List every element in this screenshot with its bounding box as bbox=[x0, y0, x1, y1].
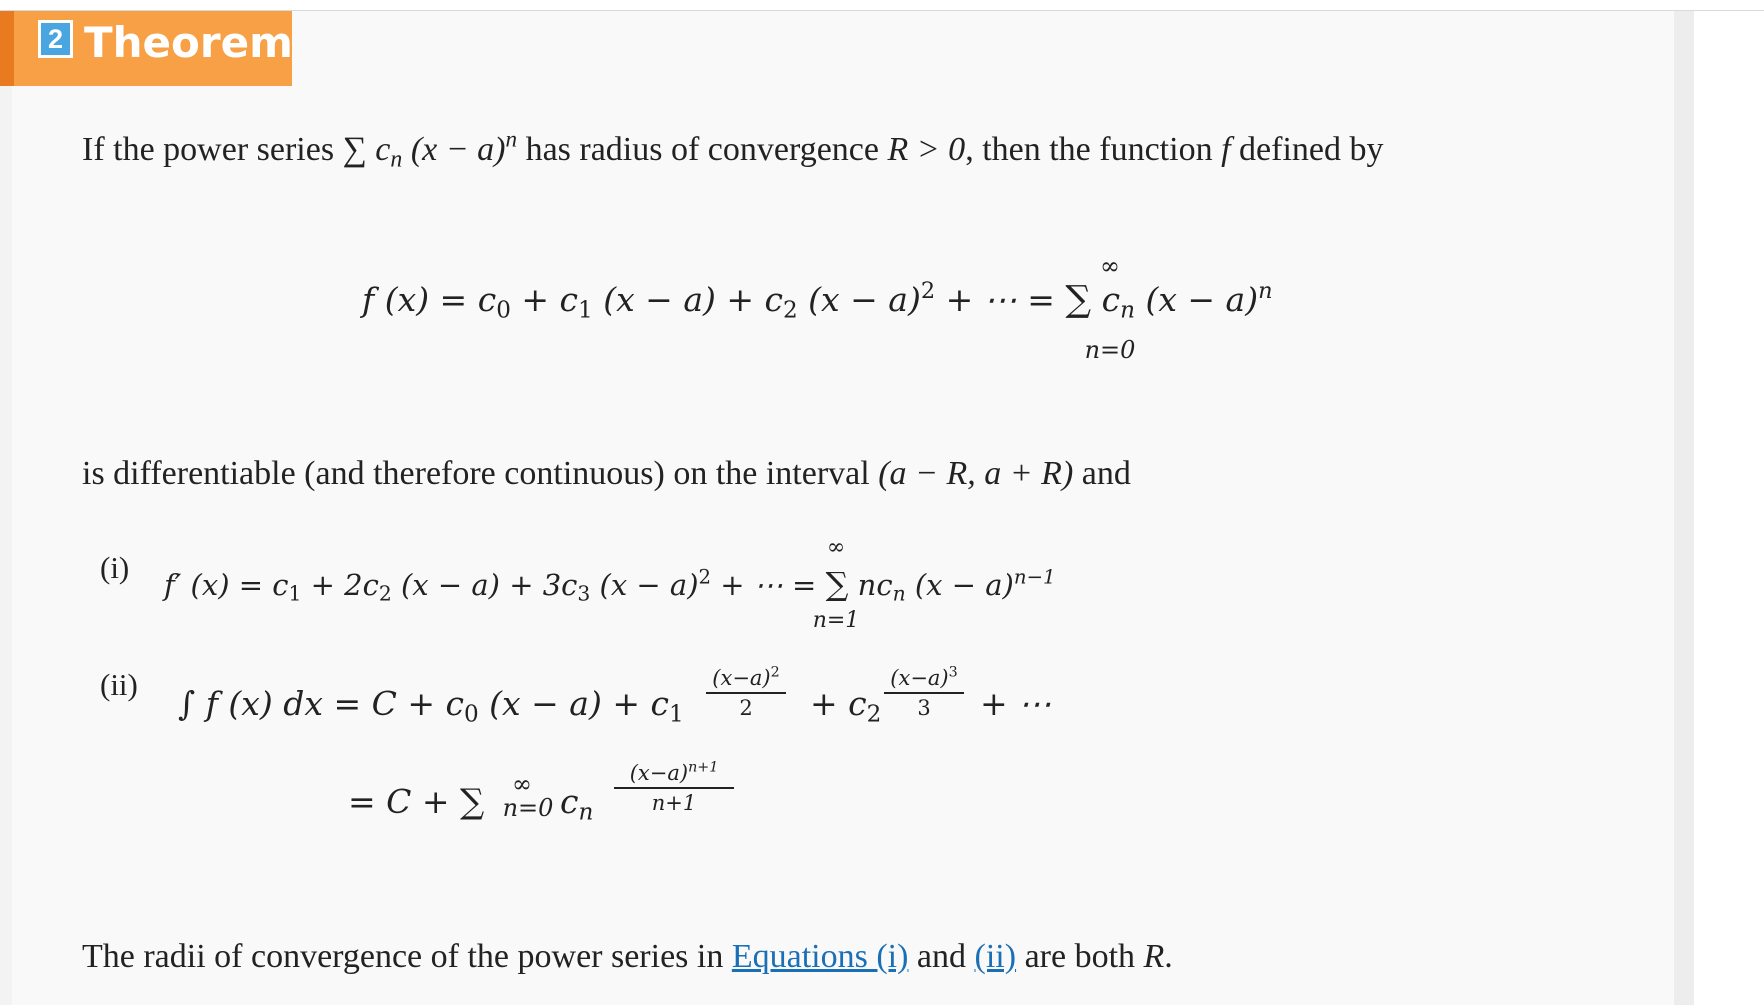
item-i-exp2: 2 bbox=[698, 565, 712, 589]
item-ii-c2-sub: 2 bbox=[866, 701, 882, 728]
item-i-part5: nc bbox=[848, 568, 893, 602]
intro-paragraph bbox=[82, 128, 1383, 172]
item-ii-frac1-numerator bbox=[706, 666, 786, 694]
item-ii-equation-right: + ⋯ bbox=[980, 684, 1052, 723]
item-ii-line2-lhs: = C + bbox=[348, 782, 461, 821]
item-i-equation bbox=[164, 562, 1056, 607]
conclusion-symbol: R bbox=[1143, 938, 1165, 975]
theorem-title: Theorem bbox=[84, 18, 293, 67]
item-i-part1: + 2c bbox=[301, 568, 379, 602]
item-ii-line2-cn-text: c bbox=[560, 782, 579, 821]
conclusion-period: . bbox=[1164, 938, 1173, 975]
item-ii-integral: ∫ bbox=[178, 684, 196, 723]
item-i-part6: (x − a) bbox=[905, 568, 1014, 602]
item-ii-lhs: f (x) dx = C + c bbox=[195, 684, 464, 723]
item-ii-frac1-num-exp: 2 bbox=[770, 664, 780, 681]
item-ii-frac3-num-text: (x−a) bbox=[629, 761, 689, 785]
item-i-lhs: f′ (x) = c bbox=[164, 568, 289, 602]
item-ii-line2-sigma: ∑ bbox=[460, 782, 485, 822]
item-ii-line2-lower: n=0 bbox=[502, 794, 554, 822]
main-eq-part1: + c bbox=[510, 280, 579, 319]
item-ii-frac1-denominator: 2 bbox=[739, 696, 753, 720]
main-eq-part5: c bbox=[1091, 280, 1121, 319]
item-ii-line2-upper: ∞ bbox=[512, 770, 532, 798]
item-i-part4: + ⋯ = bbox=[711, 568, 826, 602]
conclusion-text-before: The radii of convergence of the power series in bbox=[82, 938, 732, 975]
item-ii-label: (ii) bbox=[100, 667, 138, 702]
item-i-c3-sub: 3 bbox=[577, 581, 591, 606]
intro-series-sub: n bbox=[390, 146, 403, 173]
item-i-c2-sub: 2 bbox=[378, 581, 392, 606]
middle-paragraph bbox=[82, 452, 1131, 496]
main-eq-sigma: ∑ bbox=[1065, 279, 1092, 320]
intro-text-before: If the power series bbox=[82, 131, 343, 168]
item-ii-frac2-num-exp: 3 bbox=[948, 664, 958, 681]
intro-series-exp: n bbox=[505, 126, 518, 153]
conclusion-text-after: are both bbox=[1016, 938, 1144, 975]
item-ii-frac2-denominator: 3 bbox=[917, 696, 931, 720]
intro-text-mid: has radius of convergence bbox=[517, 131, 888, 168]
intro-series-sum: ∑ c bbox=[342, 131, 391, 168]
item-ii-frac3-numerator bbox=[614, 761, 734, 789]
main-eq-expn: n bbox=[1258, 278, 1273, 304]
item-i-sum-lower: n=1 bbox=[812, 608, 860, 633]
item-ii-frac3-num-exp: n+1 bbox=[688, 759, 719, 776]
middle-text-before: is differentiable (and therefore continuous) on the interval bbox=[82, 455, 879, 492]
item-ii-c0-sub: 0 bbox=[463, 701, 479, 728]
item-ii-fraction-2 bbox=[884, 666, 964, 720]
item-i-exp: n−1 bbox=[1013, 565, 1056, 589]
main-eq-c0-sub: 0 bbox=[496, 297, 511, 324]
main-eq-c2-sub: 2 bbox=[782, 297, 798, 324]
item-i-cn-sub: n bbox=[892, 581, 906, 606]
right-rail bbox=[1674, 11, 1694, 1005]
intro-series bbox=[342, 126, 518, 173]
item-i-sum-upper: ∞ bbox=[826, 535, 846, 560]
main-eq-sum-upper: ∞ bbox=[1100, 252, 1120, 280]
item-ii-frac1-num-text: (x−a) bbox=[712, 666, 771, 690]
middle-text-after: and bbox=[1073, 455, 1131, 492]
intro-function-name: f bbox=[1221, 131, 1231, 168]
main-eq-exp2: 2 bbox=[920, 278, 936, 304]
item-i-label: (i) bbox=[100, 550, 130, 585]
main-eq-part6: (x − a) bbox=[1134, 280, 1259, 319]
intro-condition: R > 0 bbox=[887, 131, 966, 168]
item-ii-line2 bbox=[348, 780, 484, 824]
item-i-part2: (x − a) + 3c bbox=[391, 568, 578, 602]
main-eq-part3: (x − a) bbox=[797, 280, 921, 319]
left-gutter bbox=[0, 11, 12, 1005]
item-ii-part2: + c bbox=[810, 684, 867, 723]
main-eq-cn-sub: n bbox=[1120, 297, 1135, 324]
header-accent-strip bbox=[0, 11, 14, 86]
item-ii-line2-cn bbox=[560, 780, 593, 824]
item-ii-part1: (x − a) + c bbox=[478, 684, 669, 723]
main-eq-lhs: f (x) = c bbox=[362, 280, 497, 319]
conclusion-text-mid: and bbox=[908, 938, 975, 975]
item-ii-c1-sub: 1 bbox=[668, 701, 684, 728]
item-i-sigma: ∑ bbox=[825, 565, 849, 603]
intro-series-rest: (x − a) bbox=[402, 131, 506, 168]
item-ii-frac2-num-text: (x−a) bbox=[890, 666, 949, 690]
item-ii-line2-cn-sub: n bbox=[578, 799, 594, 826]
intro-text-end: defined by bbox=[1230, 131, 1384, 168]
conclusion-paragraph bbox=[82, 935, 1173, 979]
main-equation bbox=[362, 278, 1273, 322]
main-eq-part2: (x − a) + c bbox=[592, 280, 783, 319]
main-eq-sum-lower: n=0 bbox=[1084, 336, 1136, 364]
item-ii-frac3-denominator: n+1 bbox=[651, 791, 697, 815]
middle-interval: (a − R, a + R) bbox=[878, 455, 1074, 492]
item-i-c1-sub: 1 bbox=[288, 581, 302, 606]
item-ii-equation-mid bbox=[810, 682, 881, 726]
equation-ii-link[interactable]: (ii) bbox=[974, 938, 1017, 975]
main-eq-part4: + ⋯ = bbox=[935, 280, 1066, 319]
item-ii-equation-left bbox=[178, 682, 684, 726]
equation-i-link[interactable]: Equations (i) bbox=[731, 938, 909, 975]
main-eq-c1-sub: 1 bbox=[578, 297, 593, 324]
intro-text-after: , then the function bbox=[965, 131, 1222, 168]
item-i-part3: (x − a) bbox=[590, 568, 699, 602]
item-ii-fraction-3 bbox=[614, 761, 734, 815]
item-ii-frac2-numerator bbox=[884, 666, 964, 694]
item-ii-fraction-1 bbox=[706, 666, 786, 720]
theorem-number-badge: 2 bbox=[38, 20, 73, 58]
